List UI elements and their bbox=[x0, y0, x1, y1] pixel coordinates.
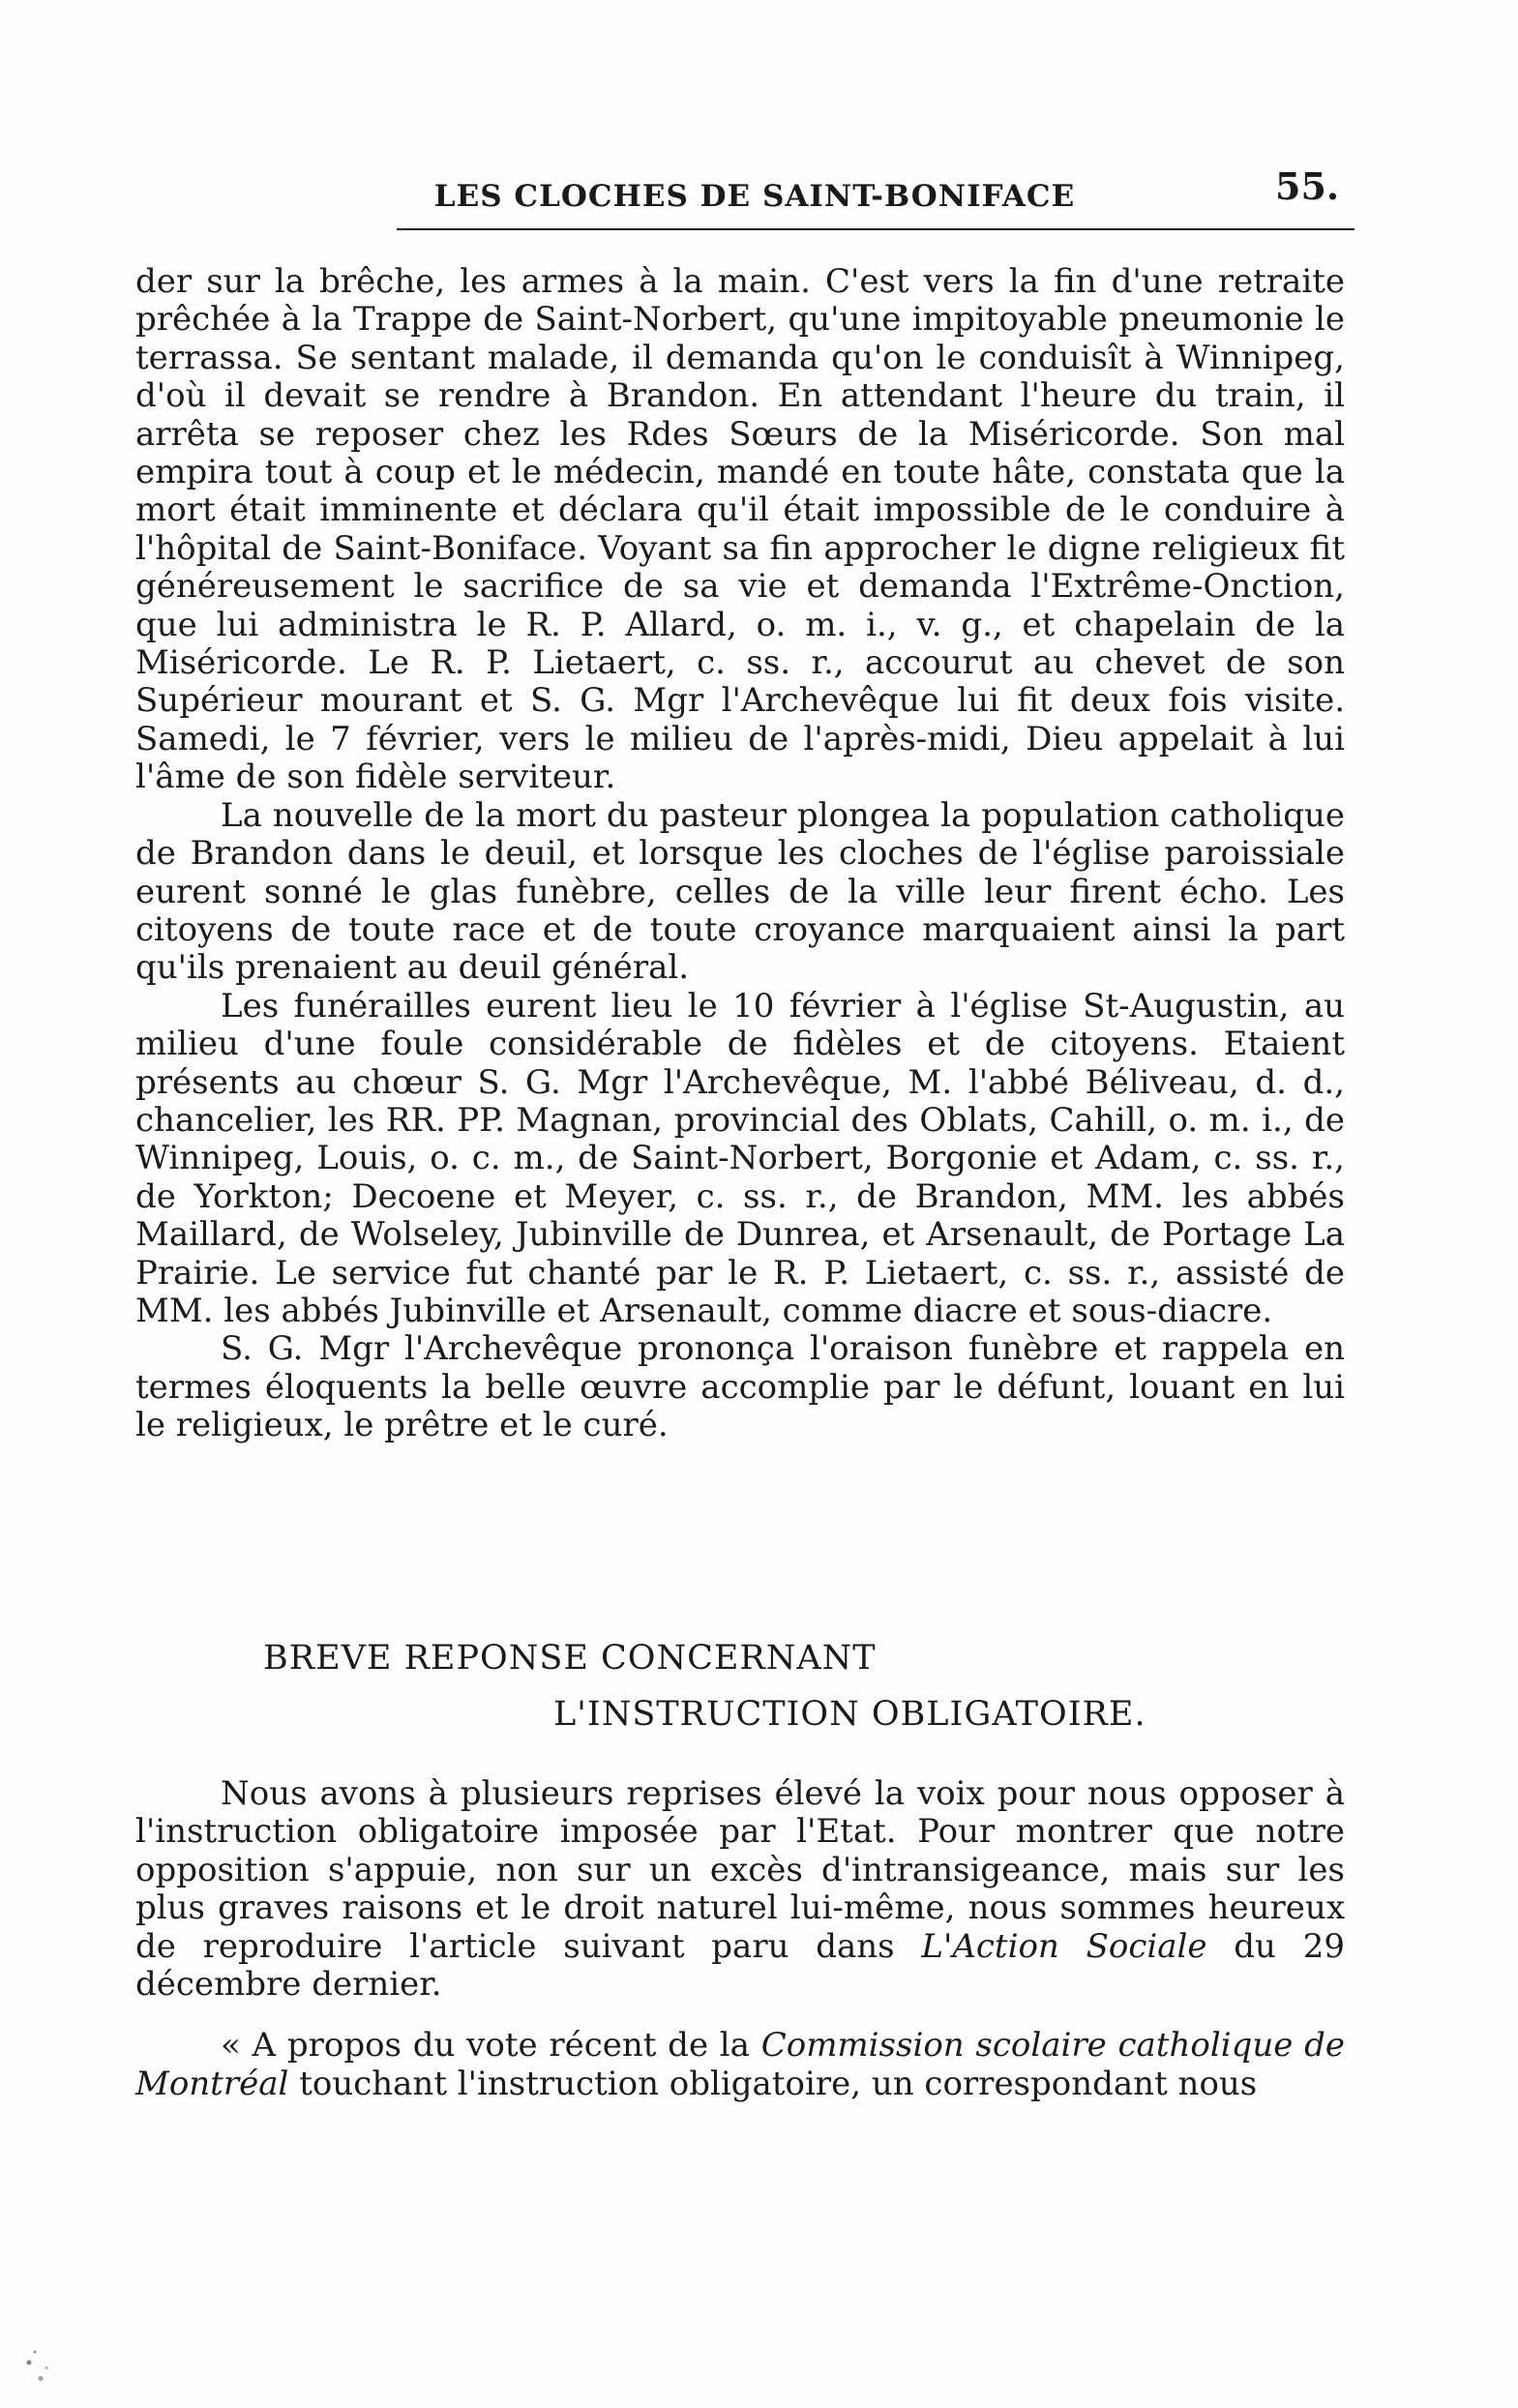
main-text bbox=[135, 263, 1345, 1445]
scan-speck bbox=[17, 2341, 56, 2394]
paragraph bbox=[135, 1775, 1345, 2004]
organization-name: Commission scolaire catholique de Montréal bbox=[135, 2026, 1346, 2103]
section-title-line-2: L'INSTRUCTION OBLIGATOIRE. bbox=[553, 1695, 1146, 1734]
paragraph-continued: der sur la brêche, les armes à la main. C'est vers la fin d'une retraite prêchée à la Trappe de Saint-Norbert, qu'une impitoyable pneumonie le terrassa. Se sentant malade, il demanda qu'on le conduisît à Winnipeg, d'où il devait se rendre à Brandon. En attendant l'heure du train, il arrêta se reposer chez les Rdes Sœurs de la Miséricorde. Son mal empira tout à coup et le médecin, mandé en toute hâte, constata que la mort était imminente et déclara qu'il était impossible de le conduire à l'hôpital de Saint-Boniface. Voyant sa fin approcher le digne religieux fit généreusement le sacrifice de sa vie et demanda l'Extrême-Onction, que lui administra le R. P. Allard, o. m. i., v. g., et chapelain de la Miséricorde. Le R. P. Lietaert, c. ss. r., accourut au chevet de son Supérieur mourant et S. G. Mgr l'Archevêque lui fit deux fois visite. Samedi, le 7 février, vers le milieu de l'après-midi, Dieu appelait à lui l'âme de son fidèle serviteur. bbox=[135, 262, 1345, 797]
running-title: LES CLOCHES DE SAINT-BONIFACE bbox=[433, 179, 1076, 214]
paragraph: S. G. Mgr l'Archevêque prononça l'oraison funèbre et rappela en termes éloquents la belle œuvre accomplie par le défunt, louant en lui le religieux, le prêtre et le curé. bbox=[135, 1329, 1345, 1445]
paragraph-text: Nous avons à plusieurs reprises élevé la voix pour nous opposer à l'instruction obligatoire imposée par l'Etat. Pour montrer que notre opposition s'appuie, non sur un excès d'intransigeance, mais sur les plus graves raisons et le droit naturel lui-même, nous sommes heureux de reproduire l'article suivant paru dans bbox=[135, 1774, 1345, 1966]
paragraph-text: « A propos du vote récent de la bbox=[221, 2026, 750, 2066]
paragraph-text: touchant l'instruction obligatoire, un correspondant nous bbox=[299, 2064, 1258, 2103]
header-rule bbox=[397, 228, 1354, 230]
paragraph-text: du 29 décembre dernier. bbox=[135, 1926, 1345, 2005]
page-number: 55. bbox=[1275, 164, 1340, 208]
paragraph bbox=[135, 2027, 1345, 2103]
publication-title: L'Action Sociale bbox=[921, 1926, 1207, 1966]
paragraph: La nouvelle de la mort du pasteur plongea la population catholique de Brandon dans le deuil, et lorsque les cloches de l'église paroissiale eurent sonné le glas funèbre, celles de la ville leur firent écho. Les citoyens de toute race et de toute croyance marquaient ainsi la part qu'ils prenaient au deuil général. bbox=[135, 795, 1345, 988]
section-title-line-1: BREVE REPONSE CONCERNANT bbox=[263, 1639, 877, 1678]
section-text bbox=[135, 1775, 1345, 2103]
paragraph: Les funérailles eurent lieu le 10 février à l'église St-Augustin, au milieu d'une foule considérable de fidèles et de citoyens. Etaient présents au chœur S. G. Mgr l'Archevêque, M. l'abbé Béliveau, d. d., chancelier, les RR. PP. Magnan, provincial des Oblats, Cahill, o. m. i., de Winnipeg, Louis, o. c. m., de Saint-Norbert, Borgonie et Adam, c. ss. r., de Yorkton; Decoene et Meyer, c. ss. r., de Brandon, MM. les abbés Maillard, de Wolseley, Jubinville de Dunrea, et Arsenault, de Portage La Prairie. Le service fut chanté par le R. P. Lietaert, c. ss. r., assisté de MM. les abbés Jubinville et Arsenault, comme diacre et sous-diacre. bbox=[135, 986, 1345, 1330]
